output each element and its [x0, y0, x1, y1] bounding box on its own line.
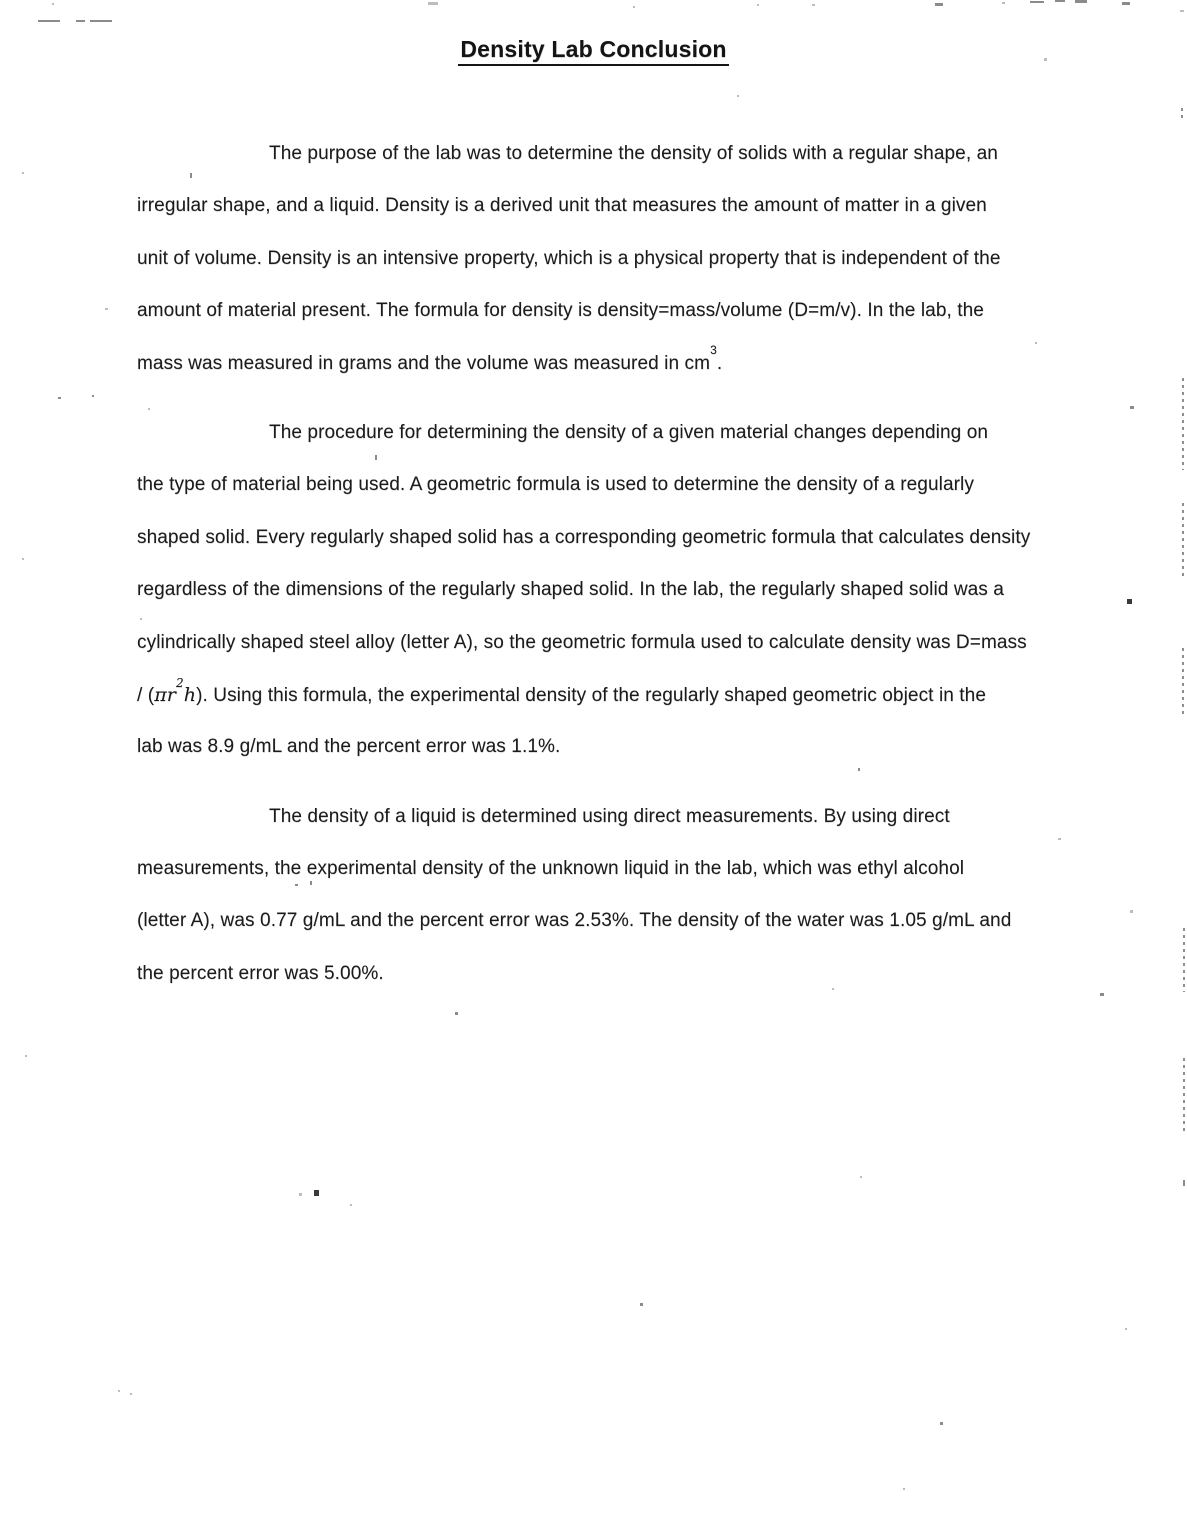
scan-artifact [295, 884, 298, 886]
scan-artifact [52, 3, 54, 5]
scan-artifact [1122, 2, 1130, 5]
scan-artifact [1044, 58, 1047, 61]
scan-artifact [76, 20, 85, 22]
scan-artifact [1130, 910, 1133, 913]
scan-artifact [22, 558, 24, 560]
text-line: lab was 8.9 g/mL and the percent error was 1.1%. [137, 736, 561, 758]
scan-artifact [1127, 599, 1132, 604]
scan-artifact [38, 20, 60, 22]
paragraph [137, 791, 1077, 1001]
paragraph [137, 128, 1077, 390]
scan-edge-line [1182, 503, 1184, 578]
scan-artifact [640, 1303, 643, 1306]
text-line: The procedure for determining the density of a given material changes depending on [269, 421, 989, 443]
scan-artifact [428, 2, 438, 5]
scan-artifact [860, 1176, 862, 1178]
scan-artifact [1030, 1, 1044, 3]
scan-edge-line [1183, 1058, 1185, 1132]
scan-artifact [737, 95, 739, 97]
scan-artifact [130, 1393, 132, 1395]
scan-artifact [940, 1422, 943, 1425]
scan-artifact [1055, 0, 1065, 2]
scan-artifact [314, 1190, 319, 1196]
text-line: (letter A), was 0.77 g/mL and the percent error was 2.53%. The density of the water was 1.05 g/mL and [137, 910, 1012, 932]
scan-artifact [92, 395, 94, 397]
scan-artifact [118, 1390, 120, 1392]
scan-artifact [455, 1012, 458, 1015]
scan-artifact [90, 20, 112, 22]
text-line: measurements, the experimental density of the unknown liquid in the lab, which was ethyl alcohol [137, 858, 965, 880]
scan-artifact [903, 1488, 905, 1490]
scan-artifact [935, 3, 943, 6]
scan-edge-line [1183, 928, 1185, 992]
scan-artifact [757, 4, 759, 6]
text-line: unit of volume. Density is an intensive property, which is a physical property that is independent of the [137, 247, 1001, 269]
scan-edge-line [1182, 378, 1184, 470]
scan-artifact [299, 1193, 302, 1196]
text-line: shaped solid. Every regularly shaped solid has a corresponding geometric formula that calculates density [137, 526, 1031, 548]
scan-artifact [1075, 0, 1087, 3]
text-line: amount of material present. The formula for density is density=mass/volume (D=m/v). In the lab, the [137, 300, 984, 322]
scan-artifact [1100, 993, 1104, 996]
scan-artifact [1180, 10, 1184, 12]
scan-edge-line [1182, 648, 1184, 716]
scan-artifact [1058, 838, 1061, 840]
text-line: the percent error was 5.00%. [137, 962, 384, 984]
scan-artifact [105, 308, 108, 310]
title-row [0, 36, 1187, 66]
document-body [137, 128, 1077, 1000]
scan-artifact [1183, 1180, 1185, 1186]
text-line: irregular shape, and a liquid. Density is a derived unit that measures the amount of matter in a given [137, 195, 987, 217]
scan-artifact [1125, 1328, 1127, 1330]
scan-artifact [148, 408, 150, 410]
scan-artifact [812, 4, 815, 6]
scan-artifact [190, 173, 192, 178]
paragraph [137, 407, 1077, 774]
text-line: the type of material being used. A geometric formula is used to determine the density of a regularly [137, 474, 974, 496]
text-line: / $(\pi r^2h)$. Using this formula, the experimental density of the regularly shaped geometric object in the [137, 675, 987, 706]
text-line: cylindrically shaped steel alloy (letter A), so the geometric formula used to calculate density was D=mass [137, 631, 1027, 653]
scan-artifact [858, 768, 860, 771]
scan-edge-line [1181, 108, 1183, 122]
scan-artifact [350, 1204, 352, 1206]
scan-artifact [25, 1055, 27, 1057]
document-title: Density Lab Conclusion [458, 36, 728, 66]
scan-artifact [310, 881, 312, 885]
scan-artifact [1035, 342, 1037, 344]
scan-artifact [1002, 2, 1005, 4]
scan-artifact [633, 6, 635, 8]
text-line: The purpose of the lab was to determine the density of solids with a regular shape, an [269, 143, 998, 164]
scan-artifact [375, 455, 377, 460]
scan-artifact [140, 618, 142, 620]
text-line: mass was measured in grams and the volume was measured in $cm^3$. [137, 343, 723, 374]
scan-artifact [58, 397, 61, 399]
text-line: The density of a liquid is determined using direct measurements. By using direct [269, 805, 950, 827]
scan-artifact [1130, 406, 1134, 409]
scan-artifact [832, 988, 834, 990]
scan-artifact [22, 172, 24, 174]
text-line: regardless of the dimensions of the regularly shaped solid. In the lab, the regularly shaped solid was a [137, 579, 1004, 601]
